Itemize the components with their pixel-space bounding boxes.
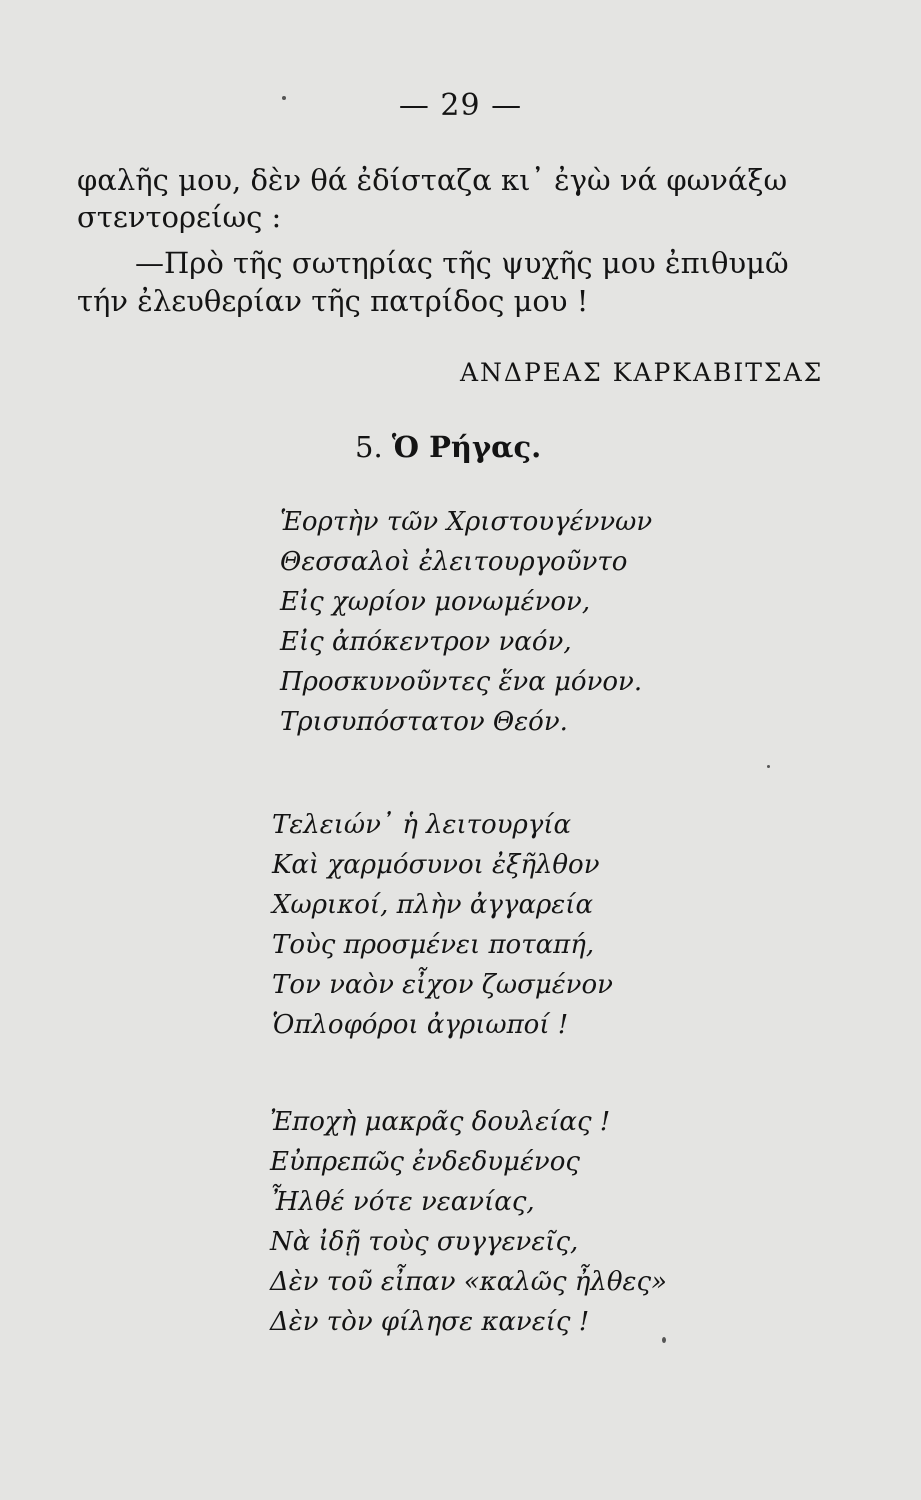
poem-line: Δὲν τοῦ εἶπαν «καλῶς ἦλθες» <box>270 1267 667 1297</box>
prose-line: φαλῆς μου, δὲν θά ἐδίσταζα κι᾽ ἐγὼ νά φωνάξω <box>77 163 788 197</box>
poem-line: Θεσσαλοὶ ἐλειτουργοῦντο <box>280 547 628 577</box>
poem-line: Εἰς ἀπόκεντρον ναόν, <box>280 627 572 657</box>
poem-stanza <box>280 502 652 742</box>
poem-line: Εὐπρεπῶς ἐνδεδυμένος <box>270 1147 580 1177</box>
paper-speck <box>662 1337 666 1343</box>
poem-line: Ἦλθέ νότε νεανίας, <box>270 1187 535 1217</box>
paper-speck <box>282 96 286 100</box>
poem-line: Ὁπλοφόροι ἀγριωποί ! <box>272 1010 569 1040</box>
poem-line: Δὲν τὸν φίλησε κανείς ! <box>270 1307 590 1337</box>
poem-stanza <box>272 805 613 1045</box>
author-signature: ΑΝΔΡΕΑΣ ΚΑΡΚΑΒΙΤΣΑΣ <box>460 358 824 387</box>
section-heading <box>355 430 541 464</box>
prose-line: τήν ἐλευθερίαν τῆς πατρίδος μου ! <box>77 284 589 318</box>
poem-line: Τρισυπόστατον Θεόν. <box>280 707 568 737</box>
poem-line: Καὶ χαρμόσυνοι ἐξῆλθον <box>272 850 600 880</box>
section-title: Ὁ Ρήγας. <box>391 430 542 464</box>
poem-line: Τοὺς προσμένει ποταπή, <box>272 930 595 960</box>
poem-line: Τον ναὸν εἶχον ζωσμένον <box>272 970 613 1000</box>
poem-line: Εἰς χωρίον μονωμένον, <box>280 587 591 617</box>
prose-line: —Πρὸ τῆς σωτηρίας τῆς ψυχῆς μου ἐπιθυμῶ <box>135 246 789 280</box>
paper-speck <box>767 765 770 768</box>
poem-stanza <box>270 1102 667 1342</box>
prose-line: στεντορείως : <box>77 200 282 234</box>
section-number: 5. <box>355 430 383 464</box>
poem-line: Προσκυνοῦντες ἕνα μόνον. <box>280 667 643 697</box>
poem-line: Ἐποχὴ μακρᾶς δουλείας ! <box>270 1107 611 1137</box>
page-number: — 29 — <box>398 88 523 123</box>
poem-line: Νὰ ἰδῇ τοὺς συγγενεῖς, <box>270 1227 579 1257</box>
poem-line: Χωρικοί, πλὴν ἀγγαρεία <box>272 890 594 920</box>
poem-line: Ἑορτὴν τῶν Χριστουγέννων <box>280 507 653 537</box>
poem-line: Τελειών᾽ ἡ λειτουργία <box>272 810 572 840</box>
